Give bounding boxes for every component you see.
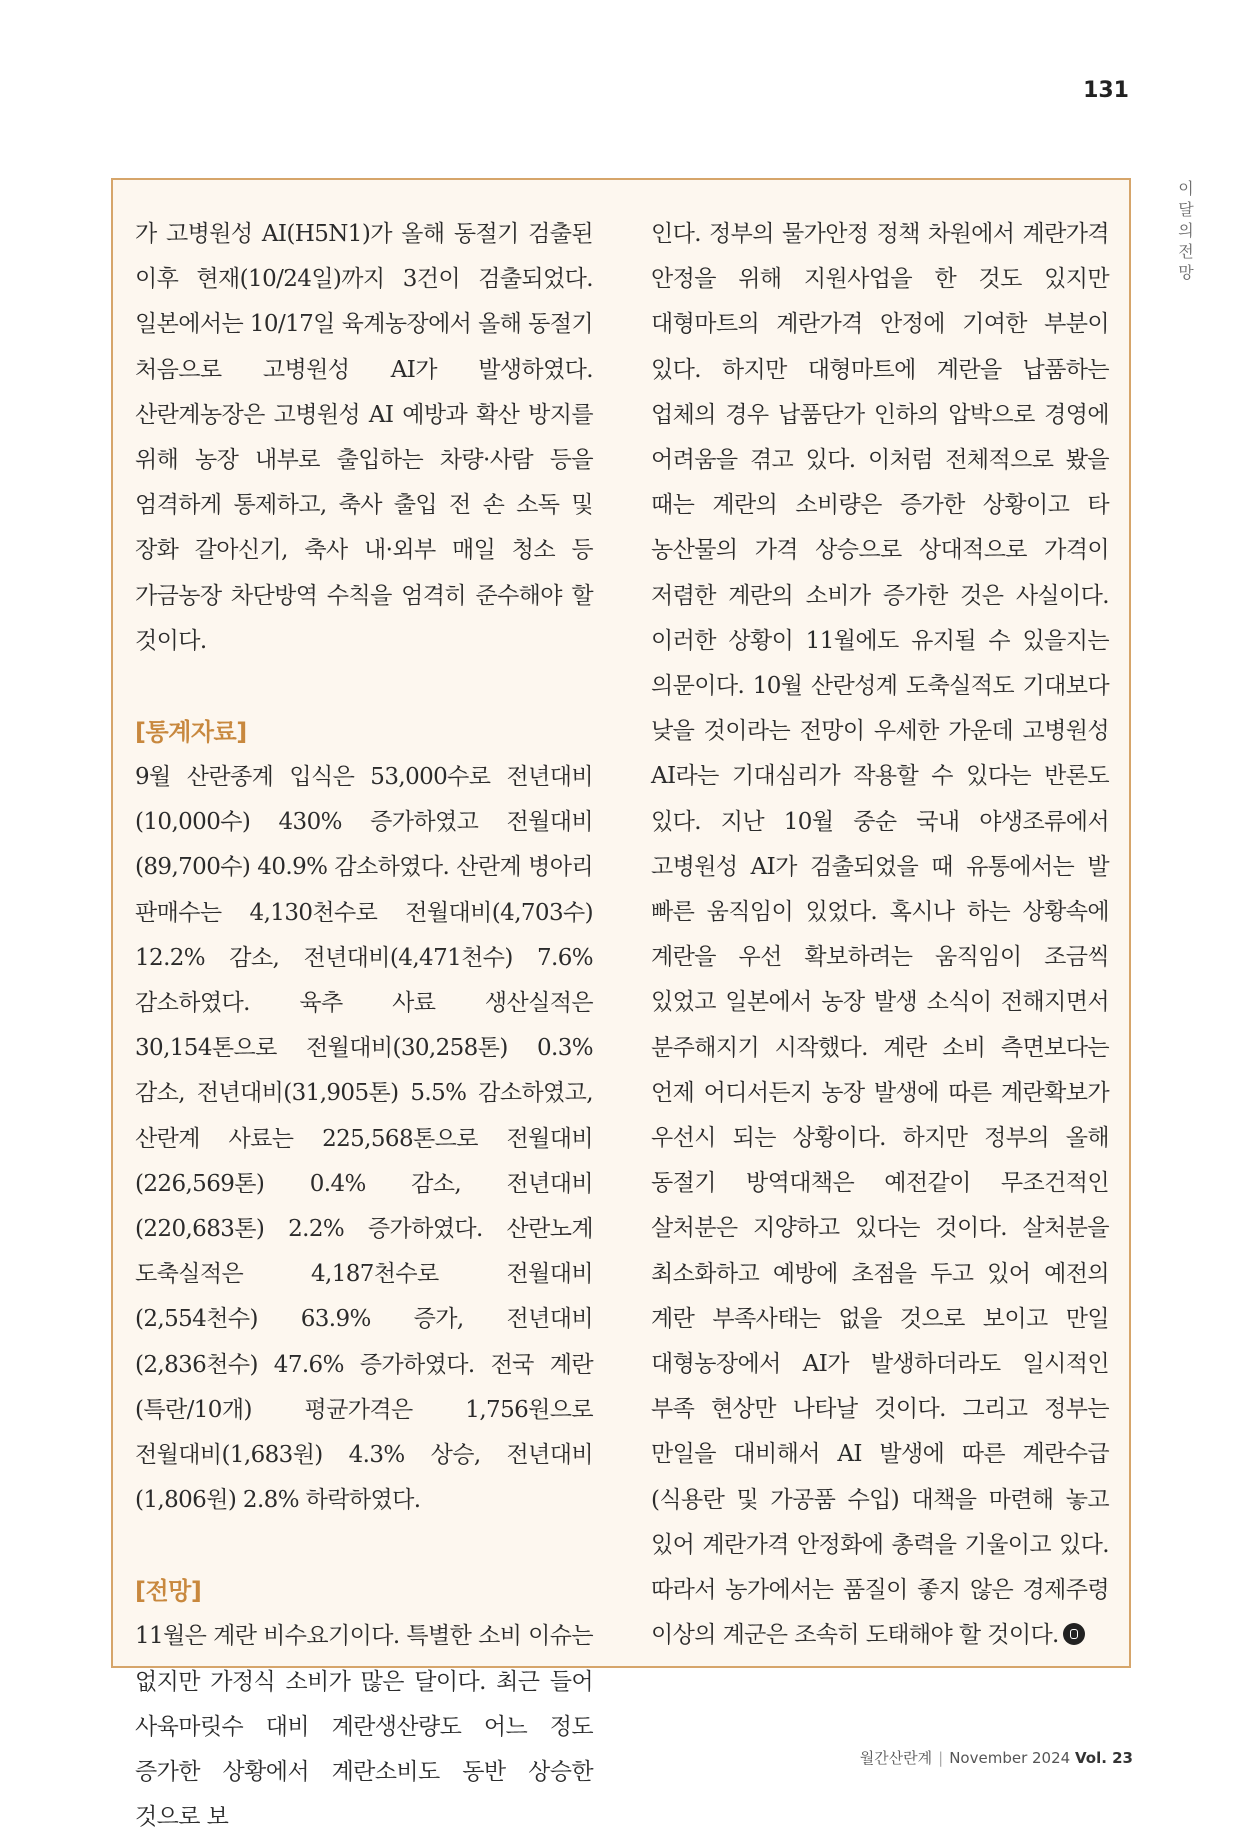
end-mark-icon: [1063, 1623, 1085, 1645]
stats-heading: [통계자료]: [135, 718, 247, 747]
outlook-continued-paragraph: [651, 212, 1109, 1659]
left-column: [135, 212, 593, 1841]
intro-paragraph: 가 고병원성 AI(H5N1)가 올해 동절기 검출된 이후 현재(10/24일)까지 3건이 검출되었다. 일본에서는 10/17일 육계농장에서 올해 동절기 처음으로 고병원성 AI가 발생하였다. 산란계농장은 고병원성 AI 예방과 확산 방지를 위해 농장 내부로 출입하는 차량·사람 등을 엄격하게 통제하고, 축사 출입 전 손 소독 및 장화 갈아신기, 축사 내·외부 매일 청소 등 가금농장 차단방역 수칙을 엄격히 준수해야 할 것이다.: [135, 221, 593, 654]
page-footer: [860, 1747, 1133, 1768]
right-column: [651, 212, 1109, 1659]
footer-divider: |: [938, 1749, 944, 1767]
section-side-label: [1175, 178, 1197, 283]
side-label-char: 달: [1178, 200, 1194, 219]
side-label-char: 이: [1178, 179, 1194, 198]
outlook-continued-text: 인다. 정부의 물가안정 정책 차원에서 계란가격 안정을 위해 지원사업을 한 것도 있지만 대형마트의 계란가격 안정에 기여한 부분이 있다. 하지만 대형마트에 계란을 납품하는 업체의 경우 납품단가 인하의 압박으로 경영에 어려움을 겪고 있다. 이처럼 전체적으로 봤을 때는 계란의 소비량은 증가한 상황이고 타 농산물의 가격 상승으로 상대적으로 가격이 저렴한 계란의 소비가 증가한 것은 사실이다. 이러한 상황이 11월에도 유지될 수 있을지는 의문이다. 10월 산란성계 도축실적도 기대보다 낮을 것이라는 전망이 우세한 가운데 고병원성 AI라는 기대심리가 작용할 수 있다는 반론도 있다. 지난 10월 중순 국내 야생조류에서 고병원성 AI가 검출되었을 때 유통에서는 발 빠른 움직임이 있었다. 혹시나 하는 상황속에 계란을 우선 확보하려는 움직임이 조금씩 있었고 일본에서 농장 발생 소식이 전해지면서 분주해지기 시작했다. 계란 소비 측면보다는 언제 어디서든지 농장 발생에 따른 계란확보가 우선시 되는 상황이다. 하지만 정부의 올해 동절기 방역대책은 예전같이 무조건적인 살처분은 지양하고 있다는 것이다. 살처분을 최소화하고 예방에 초점을 두고 있어 예전의 계란 부족사태는 없을 것으로 보이고 만일 대형농장에서 AI가 발생하더라도 일시적인 부족 현상만 나타날 것이다. 그리고 정부는 만일을 대비해서 AI 발생에 따른 계란수급(식용란 및 가공품 수입) 대책을 마련해 놓고 있어 계란가격 안정화에 총력을 기울이고 있다. 따라서 농가에서는 품질이 좋지 않은 경제주령 이상의 계군은 조속히 도태해야 할 것이다.: [651, 221, 1109, 1649]
volume-number: Vol. 23: [1074, 1749, 1133, 1767]
page-number: 131: [1083, 78, 1129, 103]
magazine-name: 월간산란계: [859, 1749, 933, 1767]
side-label-char: 전: [1178, 242, 1194, 261]
side-label-char: 의: [1178, 221, 1194, 240]
outlook-heading: [전망]: [135, 1577, 202, 1606]
side-label-char: 망: [1178, 263, 1194, 282]
issue-date: November 2024: [949, 1749, 1071, 1767]
stats-paragraph: 9월 산란종계 입식은 53,000수로 전년대비(10,000수) 430% 증가하였고 전월대비(89,700수) 40.9% 감소하였다. 산란계 병아리 판매수는 4,130천수로 전월대비(4,703수) 12.2% 감소, 전년대비(4,471천수) 7.6% 감소하였다. 육추 사료 생산실적은 30,154톤으로 전월대비(30,258톤) 0.3% 감소, 전년대비(31,905톤) 5.5% 감소하였고, 산란계 사료는 225,568톤으로 전월대비(226,569톤) 0.4% 감소, 전년대비(220,683톤) 2.2% 증가하였다. 산란노계 도축실적은 4,187천수로 전월대비(2,554천수) 63.9% 증가, 전년대비(2,836천수) 47.6% 증가하였다. 전국 계란(특란/10개) 평균가격은 1,756원으로 전월대비(1,683원) 4.3% 상승, 전년대비(1,806원) 2.8% 하락하였다.: [135, 764, 593, 1514]
outlook-paragraph: 11월은 계란 비수요기이다. 특별한 소비 이슈는 없지만 가정식 소비가 많은 달이다. 최근 들어 사육마릿수 대비 계란생산량도 어느 정도 증가한 상황에서 계란소비도 동반 상승한 것으로 보: [135, 1623, 593, 1831]
